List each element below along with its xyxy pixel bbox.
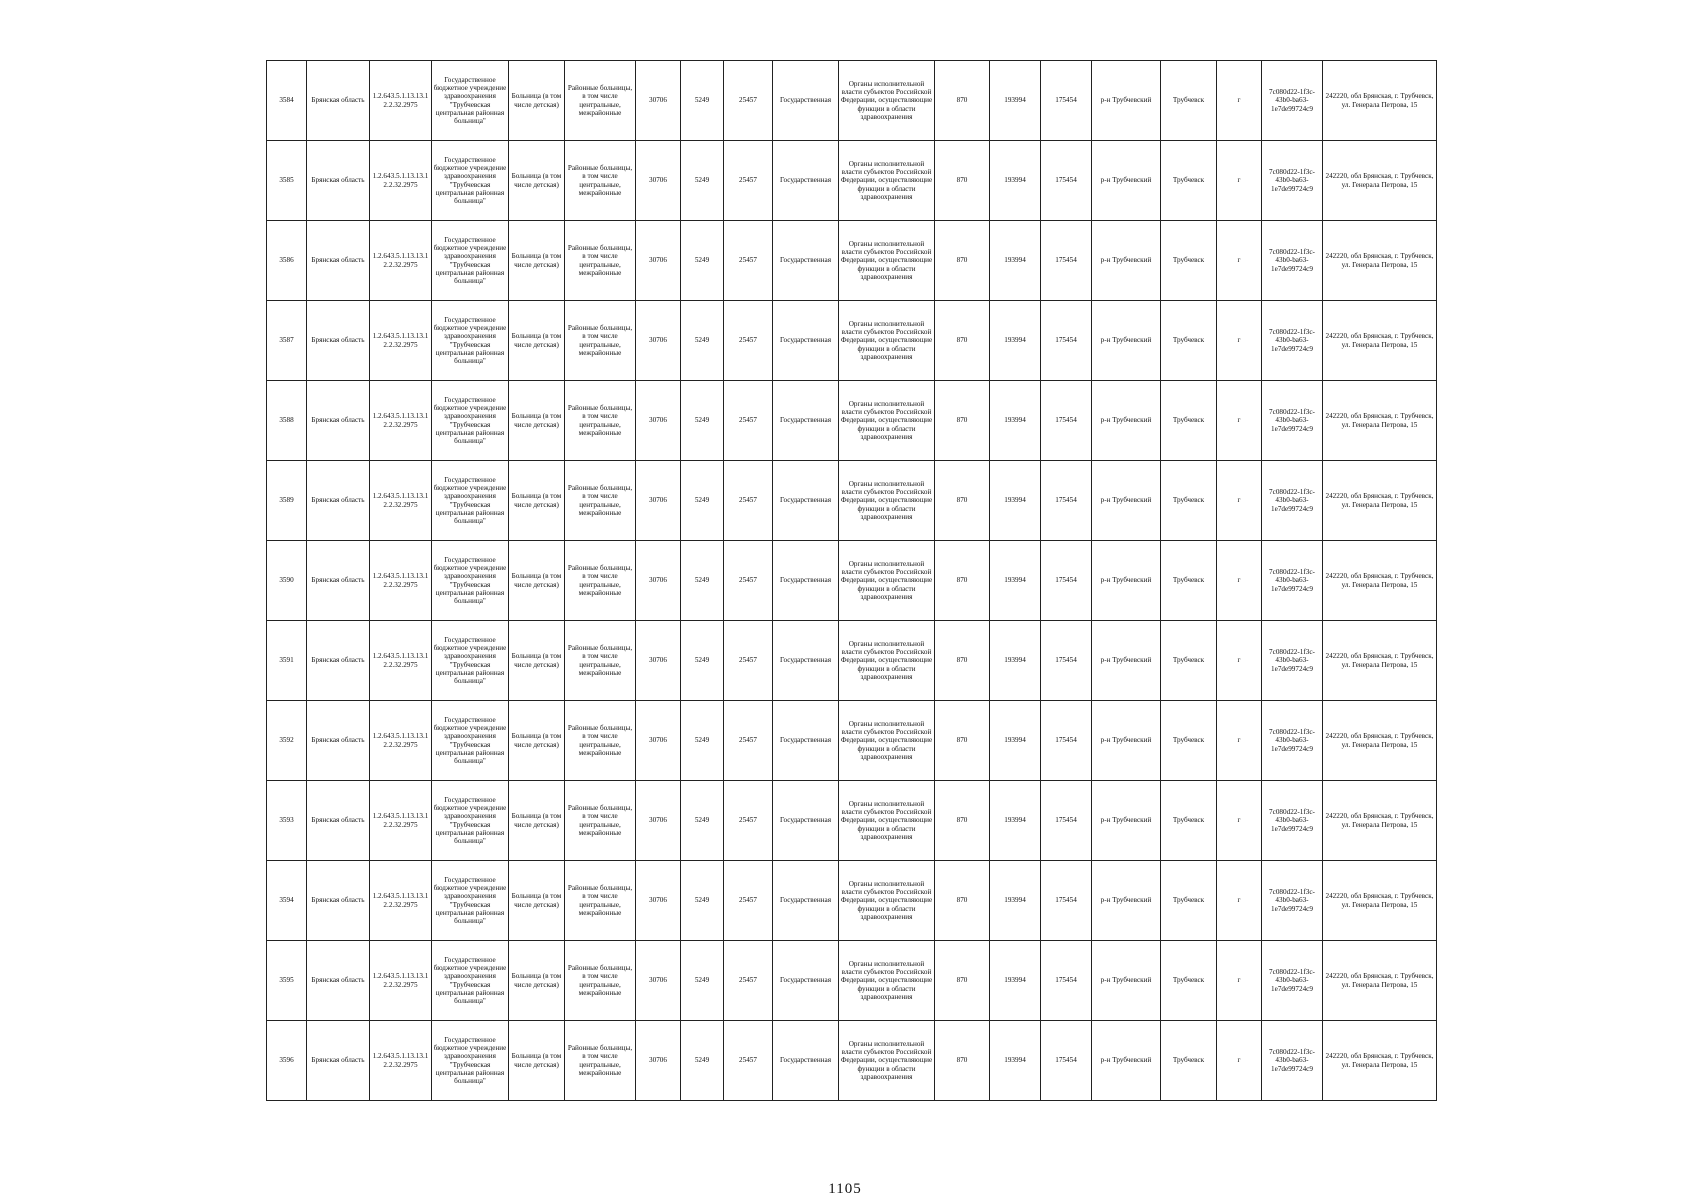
row-number: 3586 [267, 221, 307, 301]
organization-name-cell: Государственное бюджетное учреждение здравоохранения "Трубчевская центральная районная больница" [432, 61, 509, 141]
address-cell: 242220, обл Брянская, г. Трубчевск, ул. Генерала Петрова, 15 [1323, 781, 1437, 861]
organization-name-cell: Государственное бюджетное учреждение здравоохранения "Трубчевская центральная районная больница" [432, 1021, 509, 1101]
address-cell: 242220, обл Брянская, г. Трубчевск, ул. Генерала Петрова, 15 [1323, 381, 1437, 461]
facility-subtype-cell: Районные больницы, в том числе центральные, межрайонные [565, 701, 636, 781]
value-cell-4: 870 [935, 61, 990, 141]
facility-type-cell: Больница (в том числе детская) [509, 781, 565, 861]
value-cell-1: 30706 [636, 701, 681, 781]
guid-cell: 7c080d22-1f3c-43b0-ba63-1e7de99724c9 [1262, 941, 1323, 1021]
table-row [267, 701, 1437, 781]
guid-cell: 7c080d22-1f3c-43b0-ba63-1e7de99724c9 [1262, 1021, 1323, 1101]
ownership-cell: Государственная [773, 1021, 839, 1101]
value-cell-1: 30706 [636, 861, 681, 941]
value-cell-1: 30706 [636, 381, 681, 461]
value-cell-3: 25457 [724, 621, 773, 701]
facility-subtype-cell: Районные больницы, в том числе центральные, межрайонные [565, 1021, 636, 1101]
row-number: 3588 [267, 381, 307, 461]
organization-name-cell: Государственное бюджетное учреждение здравоохранения "Трубчевская центральная районная больница" [432, 621, 509, 701]
value-cell-2: 5249 [681, 781, 724, 861]
value-cell-4: 870 [935, 941, 990, 1021]
region-cell: Брянская область [307, 781, 370, 861]
city-cell: Трубчевск [1161, 1021, 1217, 1101]
value-cell-5: 193994 [990, 61, 1041, 141]
city-cell: Трубчевск [1161, 141, 1217, 221]
organization-name-cell: Государственное бюджетное учреждение здравоохранения "Трубчевская центральная районная больница" [432, 301, 509, 381]
district-cell: р-н Трубчевский [1092, 781, 1161, 861]
value-cell-4: 870 [935, 781, 990, 861]
value-cell-4: 870 [935, 701, 990, 781]
table-row [267, 301, 1437, 381]
value-cell-1: 30706 [636, 621, 681, 701]
facility-subtype-cell: Районные больницы, в том числе центральные, межрайонные [565, 621, 636, 701]
address-cell: 242220, обл Брянская, г. Трубчевск, ул. Генерала Петрова, 15 [1323, 141, 1437, 221]
settlement-type-cell: г [1217, 701, 1262, 781]
ownership-cell: Государственная [773, 541, 839, 621]
oid-code-cell: 1.2.643.5.1.13.13.12.2.32.2975 [370, 621, 432, 701]
value-cell-5: 193994 [990, 141, 1041, 221]
table-row [267, 781, 1437, 861]
table-row [267, 61, 1437, 141]
value-cell-6: 175454 [1041, 381, 1092, 461]
authority-cell: Органы исполнительной власти субъектов Российской Федерации, осуществляющие функции в области здравоохранения [839, 301, 935, 381]
value-cell-6: 175454 [1041, 781, 1092, 861]
value-cell-5: 193994 [990, 941, 1041, 1021]
district-cell: р-н Трубчевский [1092, 141, 1161, 221]
organization-name-cell: Государственное бюджетное учреждение здравоохранения "Трубчевская центральная районная больница" [432, 941, 509, 1021]
guid-cell: 7c080d22-1f3c-43b0-ba63-1e7de99724c9 [1262, 861, 1323, 941]
value-cell-4: 870 [935, 461, 990, 541]
value-cell-5: 193994 [990, 1021, 1041, 1101]
district-cell: р-н Трубчевский [1092, 61, 1161, 141]
settlement-type-cell: г [1217, 61, 1262, 141]
region-cell: Брянская область [307, 461, 370, 541]
oid-code-cell: 1.2.643.5.1.13.13.12.2.32.2975 [370, 1021, 432, 1101]
facility-type-cell: Больница (в том числе детская) [509, 141, 565, 221]
value-cell-2: 5249 [681, 621, 724, 701]
district-cell: р-н Трубчевский [1092, 381, 1161, 461]
region-cell: Брянская область [307, 141, 370, 221]
region-cell: Брянская область [307, 861, 370, 941]
value-cell-5: 193994 [990, 701, 1041, 781]
ownership-cell: Государственная [773, 941, 839, 1021]
table-row [267, 221, 1437, 301]
table-row [267, 621, 1437, 701]
oid-code-cell: 1.2.643.5.1.13.13.12.2.32.2975 [370, 701, 432, 781]
facility-type-cell: Больница (в том числе детская) [509, 541, 565, 621]
facility-type-cell: Больница (в том числе детская) [509, 861, 565, 941]
oid-code-cell: 1.2.643.5.1.13.13.12.2.32.2975 [370, 861, 432, 941]
authority-cell: Органы исполнительной власти субъектов Российской Федерации, осуществляющие функции в области здравоохранения [839, 381, 935, 461]
facility-subtype-cell: Районные больницы, в том числе центральные, межрайонные [565, 781, 636, 861]
value-cell-1: 30706 [636, 1021, 681, 1101]
ownership-cell: Государственная [773, 141, 839, 221]
authority-cell: Органы исполнительной власти субъектов Российской Федерации, осуществляющие функции в области здравоохранения [839, 541, 935, 621]
value-cell-5: 193994 [990, 861, 1041, 941]
guid-cell: 7c080d22-1f3c-43b0-ba63-1e7de99724c9 [1262, 141, 1323, 221]
authority-cell: Органы исполнительной власти субъектов Российской Федерации, осуществляющие функции в области здравоохранения [839, 621, 935, 701]
ownership-cell: Государственная [773, 301, 839, 381]
table-row [267, 381, 1437, 461]
region-cell: Брянская область [307, 301, 370, 381]
value-cell-2: 5249 [681, 141, 724, 221]
value-cell-3: 25457 [724, 461, 773, 541]
value-cell-5: 193994 [990, 461, 1041, 541]
table-row [267, 541, 1437, 621]
table-row [267, 941, 1437, 1021]
city-cell: Трубчевск [1161, 861, 1217, 941]
settlement-type-cell: г [1217, 461, 1262, 541]
value-cell-6: 175454 [1041, 861, 1092, 941]
value-cell-5: 193994 [990, 221, 1041, 301]
value-cell-2: 5249 [681, 61, 724, 141]
value-cell-1: 30706 [636, 141, 681, 221]
value-cell-2: 5249 [681, 381, 724, 461]
city-cell: Трубчевск [1161, 701, 1217, 781]
district-cell: р-н Трубчевский [1092, 541, 1161, 621]
region-cell: Брянская область [307, 941, 370, 1021]
address-cell: 242220, обл Брянская, г. Трубчевск, ул. Генерала Петрова, 15 [1323, 621, 1437, 701]
region-cell: Брянская область [307, 1021, 370, 1101]
ownership-cell: Государственная [773, 701, 839, 781]
settlement-type-cell: г [1217, 1021, 1262, 1101]
value-cell-6: 175454 [1041, 461, 1092, 541]
organization-name-cell: Государственное бюджетное учреждение здравоохранения "Трубчевская центральная районная больница" [432, 141, 509, 221]
facility-type-cell: Больница (в том числе детская) [509, 461, 565, 541]
value-cell-5: 193994 [990, 541, 1041, 621]
facility-subtype-cell: Районные больницы, в том числе центральные, межрайонные [565, 301, 636, 381]
address-cell: 242220, обл Брянская, г. Трубчевск, ул. Генерала Петрова, 15 [1323, 861, 1437, 941]
value-cell-3: 25457 [724, 781, 773, 861]
value-cell-6: 175454 [1041, 301, 1092, 381]
value-cell-4: 870 [935, 621, 990, 701]
guid-cell: 7c080d22-1f3c-43b0-ba63-1e7de99724c9 [1262, 221, 1323, 301]
value-cell-2: 5249 [681, 301, 724, 381]
guid-cell: 7c080d22-1f3c-43b0-ba63-1e7de99724c9 [1262, 781, 1323, 861]
registry-table [266, 60, 1437, 1101]
region-cell: Брянская область [307, 221, 370, 301]
value-cell-3: 25457 [724, 221, 773, 301]
value-cell-6: 175454 [1041, 541, 1092, 621]
guid-cell: 7c080d22-1f3c-43b0-ba63-1e7de99724c9 [1262, 541, 1323, 621]
facility-type-cell: Больница (в том числе детская) [509, 61, 565, 141]
city-cell: Трубчевск [1161, 301, 1217, 381]
address-cell: 242220, обл Брянская, г. Трубчевск, ул. Генерала Петрова, 15 [1323, 461, 1437, 541]
row-number: 3587 [267, 301, 307, 381]
row-number: 3592 [267, 701, 307, 781]
oid-code-cell: 1.2.643.5.1.13.13.12.2.32.2975 [370, 941, 432, 1021]
facility-subtype-cell: Районные больницы, в том числе центральные, межрайонные [565, 541, 636, 621]
region-cell: Брянская область [307, 541, 370, 621]
city-cell: Трубчевск [1161, 541, 1217, 621]
facility-type-cell: Больница (в том числе детская) [509, 381, 565, 461]
city-cell: Трубчевск [1161, 221, 1217, 301]
city-cell: Трубчевск [1161, 461, 1217, 541]
table-row [267, 1021, 1437, 1101]
city-cell: Трубчевск [1161, 621, 1217, 701]
authority-cell: Органы исполнительной власти субъектов Российской Федерации, осуществляющие функции в области здравоохранения [839, 781, 935, 861]
row-number: 3596 [267, 1021, 307, 1101]
value-cell-5: 193994 [990, 301, 1041, 381]
value-cell-2: 5249 [681, 701, 724, 781]
value-cell-5: 193994 [990, 621, 1041, 701]
facility-type-cell: Больница (в том числе детская) [509, 221, 565, 301]
row-number: 3594 [267, 861, 307, 941]
registry-table-body [267, 61, 1437, 1101]
value-cell-6: 175454 [1041, 141, 1092, 221]
value-cell-5: 193994 [990, 381, 1041, 461]
district-cell: р-н Трубчевский [1092, 621, 1161, 701]
settlement-type-cell: г [1217, 781, 1262, 861]
authority-cell: Органы исполнительной власти субъектов Российской Федерации, осуществляющие функции в области здравоохранения [839, 61, 935, 141]
value-cell-2: 5249 [681, 941, 724, 1021]
value-cell-3: 25457 [724, 861, 773, 941]
value-cell-1: 30706 [636, 301, 681, 381]
value-cell-1: 30706 [636, 781, 681, 861]
value-cell-4: 870 [935, 1021, 990, 1101]
value-cell-3: 25457 [724, 941, 773, 1021]
address-cell: 242220, обл Брянская, г. Трубчевск, ул. Генерала Петрова, 15 [1323, 221, 1437, 301]
value-cell-2: 5249 [681, 541, 724, 621]
facility-subtype-cell: Районные больницы, в том числе центральные, межрайонные [565, 941, 636, 1021]
organization-name-cell: Государственное бюджетное учреждение здравоохранения "Трубчевская центральная районная больница" [432, 221, 509, 301]
row-number: 3595 [267, 941, 307, 1021]
ownership-cell: Государственная [773, 861, 839, 941]
value-cell-2: 5249 [681, 461, 724, 541]
facility-subtype-cell: Районные больницы, в том числе центральные, межрайонные [565, 461, 636, 541]
ownership-cell: Государственная [773, 461, 839, 541]
district-cell: р-н Трубчевский [1092, 1021, 1161, 1101]
oid-code-cell: 1.2.643.5.1.13.13.12.2.32.2975 [370, 461, 432, 541]
address-cell: 242220, обл Брянская, г. Трубчевск, ул. Генерала Петрова, 15 [1323, 941, 1437, 1021]
value-cell-5: 193994 [990, 781, 1041, 861]
oid-code-cell: 1.2.643.5.1.13.13.12.2.32.2975 [370, 541, 432, 621]
value-cell-3: 25457 [724, 141, 773, 221]
oid-code-cell: 1.2.643.5.1.13.13.12.2.32.2975 [370, 381, 432, 461]
ownership-cell: Государственная [773, 781, 839, 861]
ownership-cell: Государственная [773, 221, 839, 301]
authority-cell: Органы исполнительной власти субъектов Российской Федерации, осуществляющие функции в области здравоохранения [839, 701, 935, 781]
value-cell-1: 30706 [636, 61, 681, 141]
organization-name-cell: Государственное бюджетное учреждение здравоохранения "Трубчевская центральная районная больница" [432, 541, 509, 621]
facility-subtype-cell: Районные больницы, в том числе центральные, межрайонные [565, 141, 636, 221]
oid-code-cell: 1.2.643.5.1.13.13.12.2.32.2975 [370, 61, 432, 141]
guid-cell: 7c080d22-1f3c-43b0-ba63-1e7de99724c9 [1262, 381, 1323, 461]
value-cell-1: 30706 [636, 541, 681, 621]
settlement-type-cell: г [1217, 541, 1262, 621]
settlement-type-cell: г [1217, 381, 1262, 461]
region-cell: Брянская область [307, 61, 370, 141]
authority-cell: Органы исполнительной власти субъектов Российской Федерации, осуществляющие функции в области здравоохранения [839, 461, 935, 541]
organization-name-cell: Государственное бюджетное учреждение здравоохранения "Трубчевская центральная районная больница" [432, 701, 509, 781]
organization-name-cell: Государственное бюджетное учреждение здравоохранения "Трубчевская центральная районная больница" [432, 381, 509, 461]
guid-cell: 7c080d22-1f3c-43b0-ba63-1e7de99724c9 [1262, 461, 1323, 541]
settlement-type-cell: г [1217, 301, 1262, 381]
value-cell-2: 5249 [681, 221, 724, 301]
value-cell-1: 30706 [636, 941, 681, 1021]
district-cell: р-н Трубчевский [1092, 301, 1161, 381]
value-cell-4: 870 [935, 141, 990, 221]
ownership-cell: Государственная [773, 381, 839, 461]
row-number: 3591 [267, 621, 307, 701]
ownership-cell: Государственная [773, 621, 839, 701]
value-cell-6: 175454 [1041, 1021, 1092, 1101]
district-cell: р-н Трубчевский [1092, 941, 1161, 1021]
oid-code-cell: 1.2.643.5.1.13.13.12.2.32.2975 [370, 221, 432, 301]
value-cell-4: 870 [935, 301, 990, 381]
address-cell: 242220, обл Брянская, г. Трубчевск, ул. Генерала Петрова, 15 [1323, 61, 1437, 141]
city-cell: Трубчевск [1161, 381, 1217, 461]
page-number: 1105 [828, 1181, 862, 1197]
value-cell-1: 30706 [636, 461, 681, 541]
value-cell-6: 175454 [1041, 941, 1092, 1021]
city-cell: Трубчевск [1161, 61, 1217, 141]
facility-type-cell: Больница (в том числе детская) [509, 301, 565, 381]
guid-cell: 7c080d22-1f3c-43b0-ba63-1e7de99724c9 [1262, 621, 1323, 701]
organization-name-cell: Государственное бюджетное учреждение здравоохранения "Трубчевская центральная районная больница" [432, 781, 509, 861]
facility-subtype-cell: Районные больницы, в том числе центральные, межрайонные [565, 61, 636, 141]
value-cell-3: 25457 [724, 541, 773, 621]
region-cell: Брянская область [307, 381, 370, 461]
settlement-type-cell: г [1217, 941, 1262, 1021]
settlement-type-cell: г [1217, 621, 1262, 701]
address-cell: 242220, обл Брянская, г. Трубчевск, ул. Генерала Петрова, 15 [1323, 1021, 1437, 1101]
address-cell: 242220, обл Брянская, г. Трубчевск, ул. Генерала Петрова, 15 [1323, 541, 1437, 621]
settlement-type-cell: г [1217, 221, 1262, 301]
value-cell-6: 175454 [1041, 621, 1092, 701]
value-cell-2: 5249 [681, 861, 724, 941]
authority-cell: Органы исполнительной власти субъектов Российской Федерации, осуществляющие функции в области здравоохранения [839, 1021, 935, 1101]
organization-name-cell: Государственное бюджетное учреждение здравоохранения "Трубчевская центральная районная больница" [432, 861, 509, 941]
value-cell-6: 175454 [1041, 221, 1092, 301]
city-cell: Трубчевск [1161, 941, 1217, 1021]
oid-code-cell: 1.2.643.5.1.13.13.12.2.32.2975 [370, 141, 432, 221]
facility-type-cell: Больница (в том числе детская) [509, 701, 565, 781]
value-cell-3: 25457 [724, 301, 773, 381]
row-number: 3589 [267, 461, 307, 541]
region-cell: Брянская область [307, 621, 370, 701]
value-cell-3: 25457 [724, 381, 773, 461]
oid-code-cell: 1.2.643.5.1.13.13.12.2.32.2975 [370, 301, 432, 381]
settlement-type-cell: г [1217, 861, 1262, 941]
authority-cell: Органы исполнительной власти субъектов Российской Федерации, осуществляющие функции в области здравоохранения [839, 861, 935, 941]
value-cell-4: 870 [935, 381, 990, 461]
facility-subtype-cell: Районные больницы, в том числе центральные, межрайонные [565, 861, 636, 941]
authority-cell: Органы исполнительной власти субъектов Российской Федерации, осуществляющие функции в области здравоохранения [839, 221, 935, 301]
value-cell-3: 25457 [724, 701, 773, 781]
district-cell: р-н Трубчевский [1092, 861, 1161, 941]
authority-cell: Органы исполнительной власти субъектов Российской Федерации, осуществляющие функции в области здравоохранения [839, 941, 935, 1021]
facility-type-cell: Больница (в том числе детская) [509, 941, 565, 1021]
value-cell-2: 5249 [681, 1021, 724, 1101]
facility-type-cell: Больница (в том числе детская) [509, 1021, 565, 1101]
district-cell: р-н Трубчевский [1092, 701, 1161, 781]
guid-cell: 7c080d22-1f3c-43b0-ba63-1e7de99724c9 [1262, 301, 1323, 381]
row-number: 3585 [267, 141, 307, 221]
value-cell-4: 870 [935, 861, 990, 941]
row-number: 3593 [267, 781, 307, 861]
authority-cell: Органы исполнительной власти субъектов Российской Федерации, осуществляющие функции в области здравоохранения [839, 141, 935, 221]
value-cell-3: 25457 [724, 1021, 773, 1101]
facility-type-cell: Больница (в том числе детская) [509, 621, 565, 701]
table-row [267, 461, 1437, 541]
value-cell-4: 870 [935, 541, 990, 621]
table-row [267, 861, 1437, 941]
row-number: 3590 [267, 541, 307, 621]
guid-cell: 7c080d22-1f3c-43b0-ba63-1e7de99724c9 [1262, 61, 1323, 141]
settlement-type-cell: г [1217, 141, 1262, 221]
ownership-cell: Государственная [773, 61, 839, 141]
row-number: 3584 [267, 61, 307, 141]
table-row [267, 141, 1437, 221]
city-cell: Трубчевск [1161, 781, 1217, 861]
value-cell-6: 175454 [1041, 61, 1092, 141]
address-cell: 242220, обл Брянская, г. Трубчевск, ул. Генерала Петрова, 15 [1323, 301, 1437, 381]
value-cell-1: 30706 [636, 221, 681, 301]
organization-name-cell: Государственное бюджетное учреждение здравоохранения "Трубчевская центральная районная больница" [432, 461, 509, 541]
value-cell-6: 175454 [1041, 701, 1092, 781]
facility-subtype-cell: Районные больницы, в том числе центральные, межрайонные [565, 221, 636, 301]
oid-code-cell: 1.2.643.5.1.13.13.12.2.32.2975 [370, 781, 432, 861]
district-cell: р-н Трубчевский [1092, 221, 1161, 301]
value-cell-3: 25457 [724, 61, 773, 141]
guid-cell: 7c080d22-1f3c-43b0-ba63-1e7de99724c9 [1262, 701, 1323, 781]
address-cell: 242220, обл Брянская, г. Трубчевск, ул. Генерала Петрова, 15 [1323, 701, 1437, 781]
region-cell: Брянская область [307, 701, 370, 781]
facility-subtype-cell: Районные больницы, в том числе центральные, межрайонные [565, 381, 636, 461]
district-cell: р-н Трубчевский [1092, 461, 1161, 541]
value-cell-4: 870 [935, 221, 990, 301]
